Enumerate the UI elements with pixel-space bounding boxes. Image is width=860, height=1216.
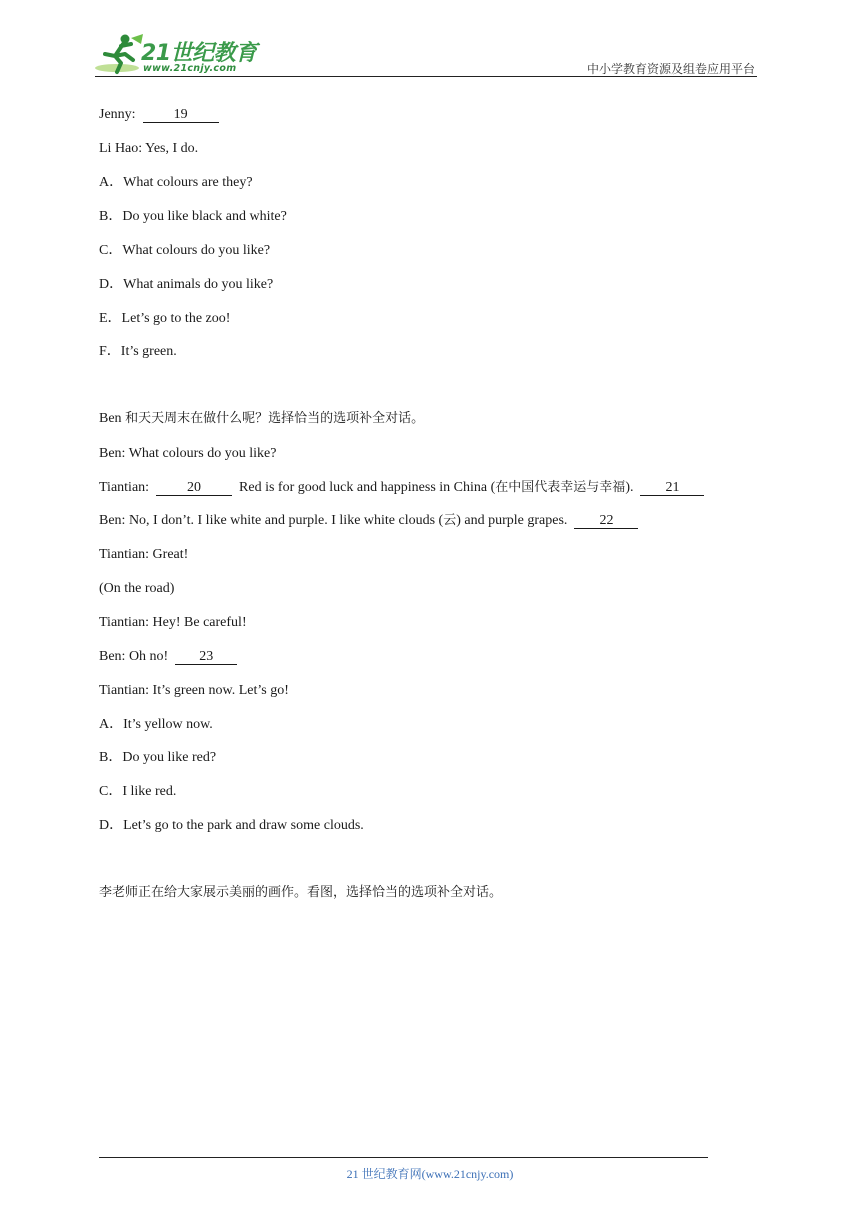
speaker-ben: Ben: Oh no! <box>99 649 169 664</box>
option-item: B．Do you like black and white? <box>99 209 287 224</box>
page-header <box>0 0 860 80</box>
section-intro <box>99 410 424 428</box>
answer-blank-19[interactable]: 19 <box>143 107 219 123</box>
dialogue-text: Red is for good luck and happiness in China ( <box>239 480 496 495</box>
site-logo[interactable] <box>95 32 265 78</box>
dialogue-line-jenny <box>99 106 219 124</box>
answer-blank-23[interactable]: 23 <box>175 649 237 665</box>
option-item: A．It’s yellow now. <box>99 717 213 732</box>
dialogue-gloss-zh: 云 <box>443 513 457 528</box>
section-intro: 李老师正在给大家展示美丽的画作。看图，选择恰当的选项补全对话。 <box>99 885 503 900</box>
dialogue-text: Ben: No, I don’t. I like white and purple. I like white clouds ( <box>99 513 444 528</box>
speaker-jenny: Jenny: <box>99 107 136 122</box>
dialogue-text-end: ) and purple grapes. <box>456 513 568 528</box>
answer-blank-20[interactable]: 20 <box>156 480 232 496</box>
option-item: F．It’s green. <box>99 344 177 359</box>
dialogue-gloss-zh: 在中国代表幸运与幸福 <box>495 480 626 495</box>
logo-url: www.21cnjy.com <box>143 63 237 74</box>
speaker-tiantian: Tiantian: <box>99 480 150 495</box>
section-intro-en: Ben <box>99 411 126 426</box>
logo-text: 21世纪教育 <box>141 41 257 66</box>
header-divider <box>95 76 757 77</box>
option-item: D．What animals do you like? <box>99 277 274 292</box>
dialogue-line: Ben: What colours do you like? <box>99 446 277 461</box>
option-item: B．Do you like red? <box>99 750 217 765</box>
dialogue-line-tiantian <box>99 479 704 497</box>
dialogue-line: (On the road) <box>99 581 175 596</box>
option-item: C．I like red. <box>99 784 177 799</box>
section-intro-zh: 和天天周末在做什么呢？选择恰当的选项补全对话。 <box>125 411 425 426</box>
answer-blank-22[interactable]: 22 <box>574 513 638 529</box>
platform-tagline: 中小学教育资源及组卷应用平台 <box>586 62 755 76</box>
option-item: E．Let’s go to the zoo! <box>99 311 231 326</box>
option-item: C．What colours do you like? <box>99 243 271 258</box>
option-item: A．What colours are they? <box>99 175 253 190</box>
dialogue-text-end: ). <box>625 480 634 495</box>
footer-divider <box>99 1157 708 1158</box>
answer-blank-21[interactable]: 21 <box>640 480 704 496</box>
option-item: D．Let’s go to the park and draw some clouds. <box>99 818 364 833</box>
footer-link[interactable]: 21 世纪教育网(www.21cnjy.com) <box>346 1167 514 1181</box>
dialogue-line-ben-oh <box>99 648 237 666</box>
dialogue-line: Tiantian: Great! <box>99 547 189 562</box>
dialogue-line-ben <box>99 512 638 530</box>
dialogue-line: Tiantian: Hey! Be careful! <box>99 615 247 630</box>
dialogue-line: Tiantian: It’s green now. Let’s go! <box>99 683 289 698</box>
runner-logo-icon <box>95 32 145 76</box>
dialogue-line-lihao: Li Hao: Yes, I do. <box>99 141 199 156</box>
